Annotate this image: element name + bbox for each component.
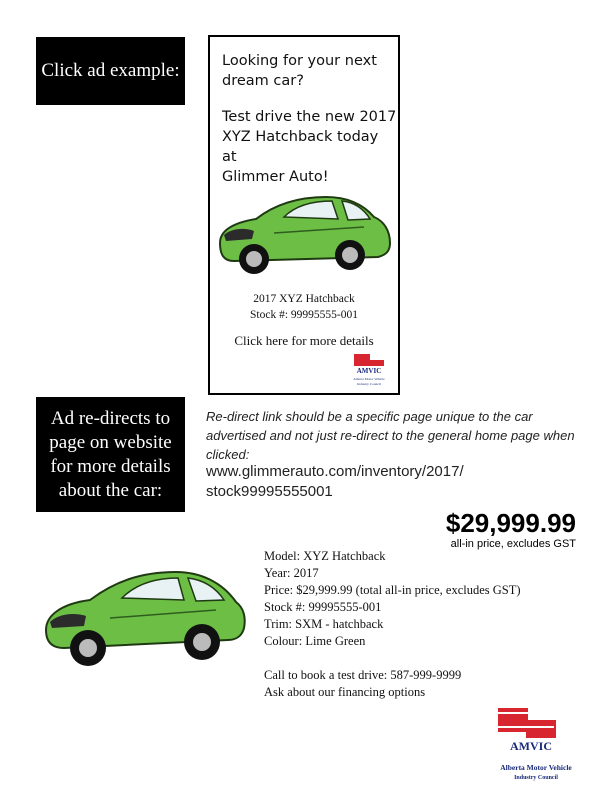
listing-price: $29,999.99 [445, 508, 576, 538]
listing-car-image [40, 560, 250, 672]
click-ad-label-text: Click ad example: [41, 60, 180, 81]
ad-body-line: XYZ Hatchback today at [222, 129, 379, 165]
redirect-url[interactable] [206, 462, 596, 502]
redirect-note: Re-direct link should be a specific page unique to the car advertised and not just re-direct to the general home page when clicked: [206, 409, 575, 462]
amvic-logo [486, 706, 586, 784]
ad-cta-link[interactable]: Click here for more details [234, 333, 374, 348]
amvic-small-text: AMVIC [356, 367, 382, 375]
ad-headline-line: dream car? [222, 73, 304, 89]
ad-body-line: Glimmer Auto! [222, 169, 329, 185]
redirect-label-line: page on website [49, 431, 172, 453]
redirect-label [36, 397, 185, 512]
redirect-label-line: about the car: [58, 479, 163, 501]
contact-line: Call to book a test drive: 587-999-9999 [264, 668, 462, 682]
amvic-small-subtitle: Alberta Motor Vehicle [353, 377, 385, 381]
contact-line: Ask about our financing options [264, 685, 426, 699]
amvic-logo-subtitle: Alberta Motor Vehicle [500, 763, 572, 772]
click-ad-example-label [36, 37, 185, 105]
amvic-logo-text: AMVIC [510, 739, 552, 753]
ad-caption-line: Stock #: 99995555-001 [250, 309, 358, 321]
spec-line: Trim: SXM - hatchback [264, 617, 384, 631]
ad-headline-line: Looking for your next [222, 53, 377, 69]
listing-price-note: all-in price, excludes GST [450, 538, 576, 550]
spec-line: Stock #: 99995555-001 [264, 600, 382, 614]
spec-line: Model: XYZ Hatchback [264, 549, 386, 563]
ad-body-line: Test drive the new 2017 [222, 109, 397, 125]
ad-caption-line: 2017 XYZ Hatchback [253, 293, 355, 305]
spec-line: Colour: Lime Green [264, 634, 366, 648]
ad-example[interactable] [208, 35, 400, 395]
amvic-logo-small [344, 353, 394, 389]
ad-body [222, 107, 397, 187]
car-image [214, 185, 394, 275]
redirect-url-line: stock99995555001 [206, 483, 333, 500]
ad-headline [222, 51, 397, 91]
amvic-logo-subtitle: Industry Council [514, 775, 558, 781]
spec-line: Year: 2017 [264, 566, 319, 580]
redirect-label-line: for more details [50, 455, 171, 477]
amvic-small-subtitle: Industry Council [357, 382, 381, 386]
redirect-url-line: www.glimmerauto.com/inventory/2017/ [206, 463, 464, 480]
listing-specs [264, 548, 584, 701]
spec-line: Price: $29,999.99 (total all-in price, excludes GST) [264, 583, 521, 597]
ad-caption [210, 291, 398, 323]
redirect-label-line: Ad re-directs to [50, 407, 171, 429]
